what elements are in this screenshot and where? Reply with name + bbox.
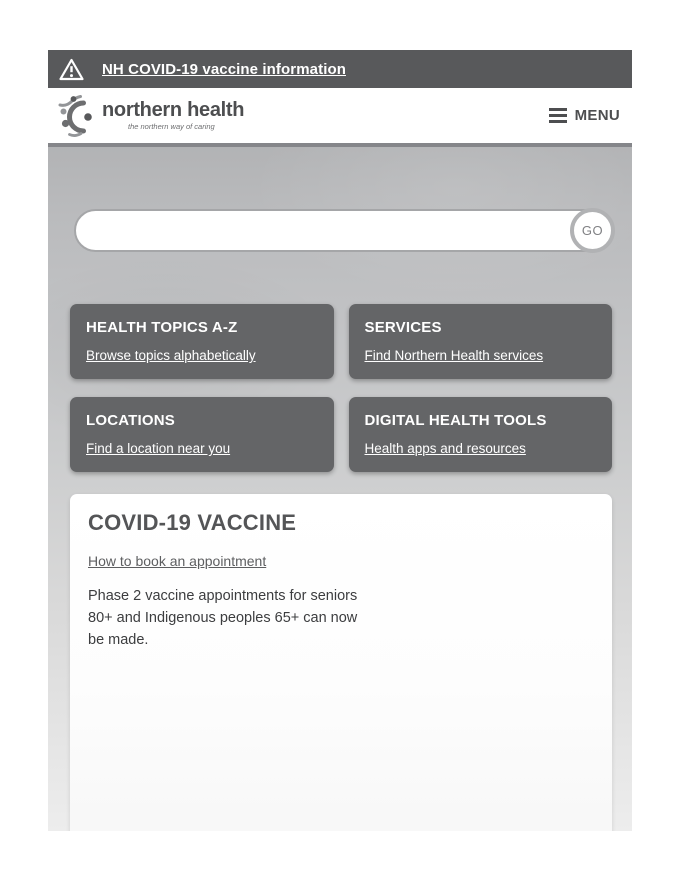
nh-logo[interactable] (56, 93, 244, 138)
menu-label: MENU (574, 107, 620, 124)
tile-link[interactable]: Health apps and resources (364, 441, 526, 456)
tile-health-topics[interactable] (70, 304, 334, 379)
tile-locations[interactable] (70, 397, 334, 472)
tile-title: DIGITAL HEALTH TOOLS (364, 412, 547, 429)
tile-digital-health-tools[interactable] (349, 397, 613, 472)
vaccine-card-title: COVID-19 VACCINE (88, 510, 297, 535)
logo-text (102, 100, 244, 131)
warning-triangle-icon (58, 57, 85, 82)
hamburger-menu-icon (549, 108, 567, 123)
tile-title: HEALTH TOPICS A-Z (86, 319, 238, 336)
tile-link[interactable]: Find Northern Health services (364, 348, 544, 363)
quick-link-tiles (70, 304, 612, 472)
nh-logo-mark-icon (56, 94, 98, 138)
search-go-button[interactable]: GO (570, 208, 615, 253)
book-appointment-link[interactable]: How to book an appointment (88, 553, 267, 569)
search-bar (74, 147, 612, 253)
tile-link[interactable]: Browse topics alphabetically (86, 348, 256, 363)
site-header (48, 88, 632, 143)
covid-alert-banner[interactable] (48, 50, 632, 88)
covid-alert-link[interactable]: NH COVID-19 vaccine information (102, 60, 346, 78)
tile-title: LOCATIONS (86, 412, 176, 429)
search-input[interactable] (74, 209, 612, 252)
covid-vaccine-card (70, 494, 612, 831)
logo-tagline: the northern way of caring (128, 122, 215, 131)
tile-services[interactable] (349, 304, 613, 379)
tile-title: SERVICES (364, 319, 442, 336)
logo-name: northern health (102, 99, 245, 121)
menu-button[interactable] (549, 107, 620, 124)
hero-section (48, 143, 632, 831)
page-frame (48, 50, 632, 831)
vaccine-card-body: Phase 2 vaccine appointments for seniors 80+ and Indigenous peoples 65+ can now be made. (88, 588, 358, 648)
tile-link[interactable]: Find a location near you (86, 441, 231, 456)
